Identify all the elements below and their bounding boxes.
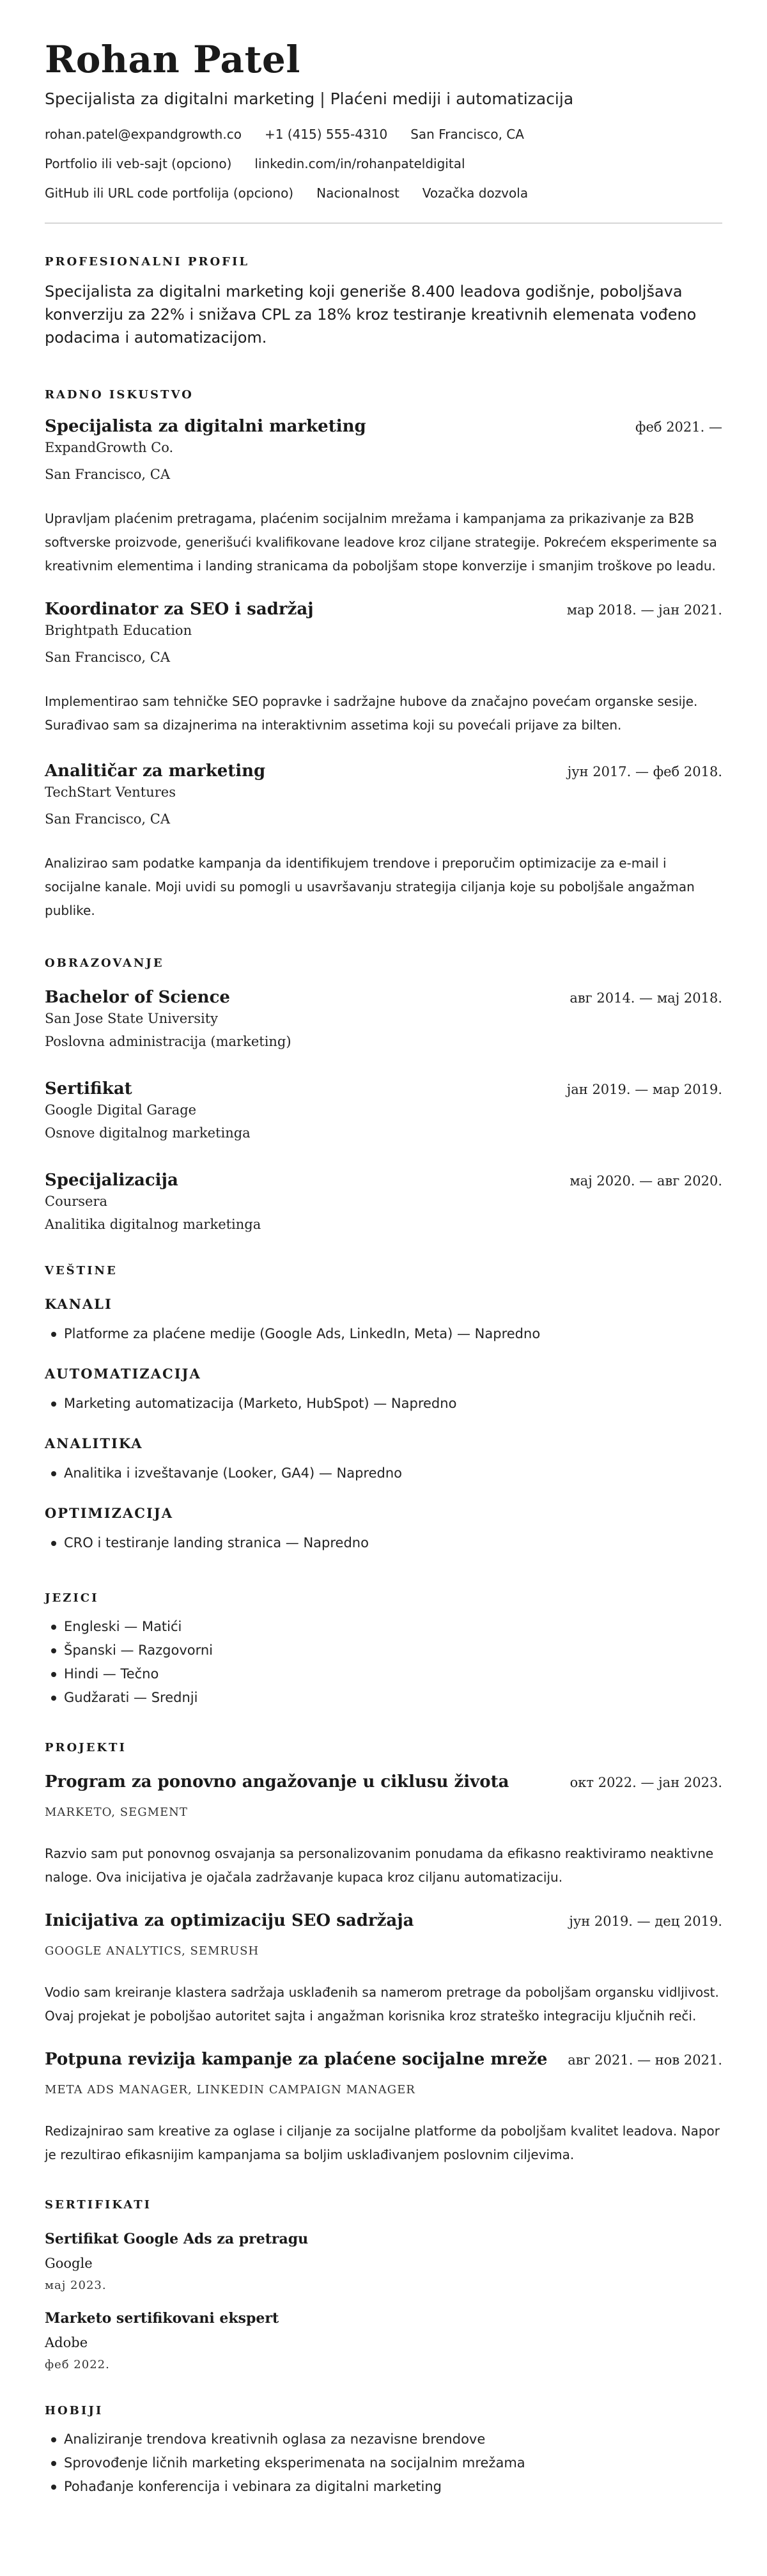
hobby-list	[45, 2428, 722, 2499]
experience-section	[45, 387, 722, 923]
hobby-item: Sprovođenje ličnih marketing eksperimenata na socijalnim mrežama	[45, 2451, 722, 2475]
portfolio-link[interactable]: Portfolio ili veb-sajt (opciono)	[45, 156, 232, 171]
skill-category: KANALI	[45, 1296, 112, 1312]
certificate-entry	[45, 2229, 722, 2293]
experience-heading: RADNO ISKUSTVO	[45, 388, 194, 402]
education-dates: мај 2020. — авг 2020.	[569, 1173, 722, 1189]
job-dates: мар 2018. — јан 2021.	[566, 602, 722, 618]
project-entry	[45, 1910, 722, 2028]
project-tools: GOOGLE ANALYTICS, SEMRUSH	[45, 1944, 260, 1958]
skill-category: OPTIMIZACIJA	[45, 1505, 173, 1521]
project-tools: MARKETO, SEGMENT	[45, 1806, 188, 1819]
skill-list	[45, 1392, 722, 1416]
skill-list	[45, 1462, 722, 1485]
projects-heading: PROJEKTI	[45, 1741, 127, 1754]
profile-section	[45, 254, 722, 349]
job-dates: јун 2017. — феб 2018.	[567, 764, 722, 779]
languages-section	[45, 1591, 722, 1710]
contact-phone[interactable]: +1 (415) 555-4310	[264, 127, 388, 142]
job-location: San Francisco, CA	[45, 467, 171, 482]
project-entry	[45, 2049, 722, 2167]
job-location: San Francisco, CA	[45, 650, 171, 665]
hobby-item: Analiziranje trendova kreativnih oglasa za nezavisne brendove	[45, 2428, 722, 2451]
degree-title: Bachelor of Science	[45, 988, 230, 1007]
project-entry	[45, 1771, 722, 1889]
skill-list	[45, 1531, 722, 1555]
education-dates: јан 2019. — мар 2019.	[566, 1082, 722, 1097]
education-heading: OBRAZOVANJE	[45, 956, 164, 970]
hobbies-heading: HOBIJI	[45, 2404, 104, 2417]
drivers-license: Vozačka dozvola	[422, 185, 529, 201]
skills-section	[45, 1263, 722, 1555]
project-description: Vodio sam kreiranje klastera sadržaja usklađenih sa namerom pretrage da poboljšam organsku vidljivost. Ovaj projekat je poboljšao autoritet sajta i angažman korisnika kroz strateško integraciju ključnih reči.	[45, 1985, 719, 2024]
job-title: Koordinator za SEO i sadržaj	[45, 600, 314, 619]
certificate-entry	[45, 2309, 722, 2373]
github-link[interactable]: GitHub ili URL code portfolija (opciono)	[45, 185, 294, 201]
skill-category: AUTOMATIZACIJA	[45, 1366, 201, 1382]
job-company: TechStart Ventures	[45, 785, 176, 800]
job-title: Analitičar za marketing	[45, 761, 266, 781]
degree-title: Sertifikat	[45, 1079, 132, 1098]
contact-row	[45, 125, 722, 143]
certificate-issuer: Adobe	[45, 2335, 88, 2350]
skill-item: Marketing automatizacija (Marketo, HubSpot) — Napredno	[45, 1392, 722, 1416]
skill-item: Platforme za plaćene medije (Google Ads, LinkedIn, Meta) — Napredno	[45, 1322, 722, 1346]
job-company: Brightpath Education	[45, 623, 192, 638]
candidate-headline: Specijalista za digitalni marketing | Plaćeni mediji i automatizacija	[45, 90, 574, 108]
projects-section	[45, 1740, 722, 2167]
experience-entry	[45, 760, 722, 923]
contact-location: San Francisco, CA	[410, 127, 524, 142]
certificate-name: Sertifikat Google Ads za pretragu	[45, 2231, 309, 2247]
study-field: Poslovna administracija (marketing)	[45, 1034, 291, 1049]
degree-title: Specijalizacija	[45, 1171, 178, 1190]
project-name: Potpuna revizija kampanje za plaćene socijalne mreže	[45, 2050, 548, 2069]
experience-entry	[45, 598, 722, 737]
skill-category: ANALITIKA	[45, 1435, 143, 1451]
job-company: ExpandGrowth Co.	[45, 440, 174, 455]
study-field: Analitika digitalnog marketinga	[45, 1217, 261, 1232]
language-item: Hindi — Tečno	[45, 1662, 722, 1686]
extra-info-row	[45, 184, 722, 202]
profile-heading: PROFESIONALNI PROFIL	[45, 255, 250, 269]
resume-header	[45, 37, 722, 202]
candidate-name: Rohan Patel	[45, 38, 300, 81]
project-description: Razvio sam put ponovnog osvajanja sa personalizovanim ponudama da efikasno reaktiviramo neaktivne naloge. Ova inicijativa je ojačala zadržavanje kupaca kroz ciljanu automatizaciju.	[45, 1846, 714, 1885]
hobby-item: Pohađanje konferencija i vebinara za digitalni marketing	[45, 2475, 722, 2499]
languages-heading: JEZICI	[45, 1591, 99, 1605]
school-name: Google Digital Garage	[45, 1102, 197, 1118]
contact-email[interactable]: rohan.patel@expandgrowth.co	[45, 127, 242, 142]
project-dates: јун 2019. — дец 2019.	[569, 1914, 722, 1929]
language-item: Španski — Razgovorni	[45, 1639, 722, 1662]
certificate-date: мај 2023.	[45, 2279, 107, 2292]
skill-item: Analitika i izveštavanje (Looker, GA4) — Napredno	[45, 1462, 722, 1485]
project-name: Inicijativa za optimizaciju SEO sadržaja	[45, 1911, 414, 1930]
education-entry	[45, 1078, 722, 1143]
certificates-section	[45, 2197, 722, 2373]
education-dates: авг 2014. — мај 2018.	[569, 990, 722, 1006]
linkedin-link[interactable]: linkedin.com/in/rohanpateldigital	[254, 156, 465, 171]
language-list	[45, 1615, 722, 1710]
project-dates: авг 2021. — нов 2021.	[568, 2052, 722, 2068]
school-name: San Jose State University	[45, 1011, 219, 1026]
nationality: Nacionalnost	[316, 185, 399, 201]
study-field: Osnove digitalnog marketinga	[45, 1125, 251, 1141]
education-section	[45, 956, 722, 1234]
experience-entry	[45, 416, 722, 578]
job-dates: феб 2021. —	[635, 419, 722, 435]
certificate-issuer: Google	[45, 2256, 93, 2271]
project-tools: META ADS MANAGER, LINKEDIN CAMPAIGN MANAGER	[45, 2083, 415, 2096]
header-divider	[45, 222, 722, 224]
language-item: Gudžarati — Srednji	[45, 1686, 722, 1710]
job-description: Implementirao sam tehničke SEO popravke i sadržajne hubove da značajno povećam organske sesije. Surađivao sam sa dizajnerima na interaktivnim assetima koji su povećali prijave za bilten.	[45, 694, 698, 733]
project-dates: окт 2022. — јан 2023.	[569, 1775, 722, 1790]
project-description: Redizajnirao sam kreative za oglase i ciljanje za socijalne platforme da poboljšam kvalitet leadova. Napor je rezultirao efikasnijim kampanjama sa boljim usklađivanjem poslovnim ciljevima.	[45, 2123, 720, 2162]
education-entry	[45, 1169, 722, 1234]
skills-heading: VEŠTINE	[45, 1264, 118, 1277]
certificates-heading: SERTIFIKATI	[45, 2198, 152, 2212]
school-name: Coursera	[45, 1194, 108, 1209]
job-location: San Francisco, CA	[45, 811, 171, 827]
job-title: Specijalista za digitalni marketing	[45, 417, 366, 436]
skill-list	[45, 1322, 722, 1346]
project-name: Program za ponovno angažovanje u ciklusu života	[45, 1772, 509, 1791]
certificate-date: феб 2022.	[45, 2358, 110, 2371]
job-description: Upravljam plaćenim pretragama, plaćenim socijalnim mrežama i kampanjama za prikazivanje za B2B softverske proizvode, generišući kvalifikovane leadove kroz ciljane strategije. Pokrećem eksperimente sa kreativnim elementima i landing stranicama da poboljšam stope konverzije i smanjim troškove po leadu.	[45, 511, 717, 574]
education-entry	[45, 987, 722, 1051]
links-row	[45, 155, 722, 173]
profile-text: Specijalista za digitalni marketing koji generiše 8.400 leadova godišnje, poboljšava konverziju za 22% i snižava CPL za 18% kroz testiranje kreativnih elemenata vođeno podacima i automatizacijom.	[45, 283, 697, 347]
skill-item: CRO i testiranje landing stranica — Napredno	[45, 1531, 722, 1555]
hobbies-section	[45, 2403, 722, 2499]
language-item: Engleski — Matići	[45, 1615, 722, 1639]
job-description: Analizirao sam podatke kampanja da identifikujem trendove i preporučim optimizacije za e-mail i socijalne kanale. Moji uvidi su pomogli u usavršavanju strategija ciljanja koje su poboljšale angažman publike.	[45, 855, 695, 918]
certificate-name: Marketo sertifikovani ekspert	[45, 2310, 279, 2327]
